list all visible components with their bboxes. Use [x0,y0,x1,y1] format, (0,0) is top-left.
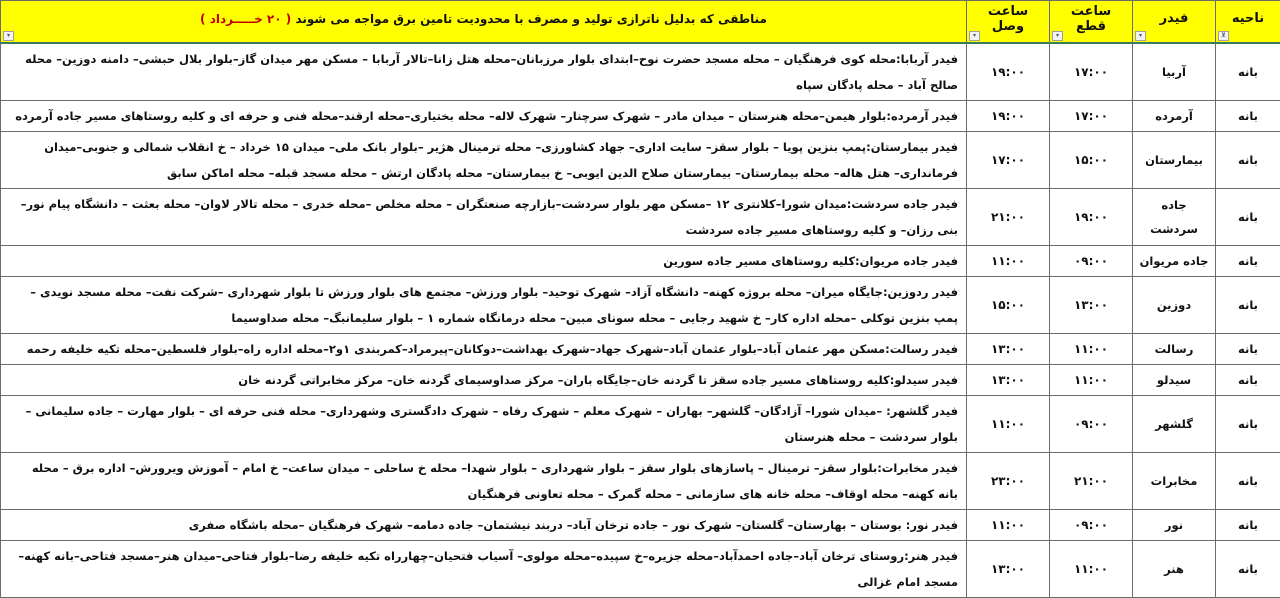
cell-connect-time[interactable]: ۱۵:۰۰ [967,277,1050,334]
cell-feeder[interactable]: هنر [1133,541,1216,598]
cell-region[interactable]: بانه [1216,101,1280,132]
header-row [1,1,1280,44]
cell-region[interactable]: بانه [1216,189,1280,246]
cell-cut-time[interactable]: ۱۷:۰۰ [1050,43,1133,101]
table-row [1,334,1280,365]
table-row [1,541,1280,598]
cell-region[interactable]: بانه [1216,132,1280,189]
cell-cut-time[interactable]: ۰۹:۰۰ [1050,510,1133,541]
cell-connect-time[interactable]: ۱۹:۰۰ [967,43,1050,101]
cell-connect-time[interactable]: ۱۳:۰۰ [967,334,1050,365]
cell-feeder[interactable]: جاده سردشت [1133,189,1216,246]
table-row [1,43,1280,101]
cell-feeder[interactable]: سیدلو [1133,365,1216,396]
cell-cut-time[interactable]: ۱۳:۰۰ [1050,277,1133,334]
cell-areas[interactable]: فیدر رسالت:مسکن مهر عثمان آباد–بلوار عثمان آباد–شهرک جهاد–شهرک بهداشت–دوکانان–پیرمراد–کمربندی ۱و۲–محله اداره راه–بلوار فلسطین–محله تکیه خلیفه رحمه [1,334,967,365]
table-row [1,453,1280,510]
cell-cut-time[interactable]: ۲۱:۰۰ [1050,453,1133,510]
cell-region[interactable]: بانه [1216,246,1280,277]
sheet-title-date: ( ۲۰ خـــــرداد ) [200,12,291,26]
cell-areas[interactable]: فیدر آربابا:محله کوی فرهنگیان – محله مسجد حضرت نوح–ابتدای بلوار مرزبانان–محله هتل زانا–تالار آربابا – مسکن مهر میدان گاز–بلوار بلال حبشی– دامنه دوزین– محله صالح آباد – محله پادگان سپاه [1,43,967,101]
cell-connect-time[interactable]: ۲۳:۰۰ [967,453,1050,510]
cell-feeder[interactable]: بیمارستان [1133,132,1216,189]
cell-connect-time[interactable]: ۱۱:۰۰ [967,246,1050,277]
filter-dropdown-icon[interactable]: ▾ [1135,31,1146,41]
cell-areas[interactable]: فیدر گلشهر: –میدان شورا– آزادگان– گلشهر– بهاران – شهرک معلم – شهرک رفاه – شهرک دادگستری وشهرداری– محله فنی حرفه ای – بلوار مهارت – جاده سلیمانی – بلوار سردشت – محله هنرستان [1,396,967,453]
sheet-title: مناطقی که بدلیل ناترازی تولید و مصرف با محدودیت تامین برق مواجه می شوند [295,12,767,26]
cell-cut-time[interactable]: ۰۹:۰۰ [1050,396,1133,453]
filter-dropdown-icon[interactable]: ▾ [1052,31,1063,41]
cell-feeder[interactable]: آرمرده [1133,101,1216,132]
cell-cut-time[interactable]: ۱۱:۰۰ [1050,334,1133,365]
cell-connect-time[interactable]: ۱۳:۰۰ [967,365,1050,396]
filter-dropdown-icon[interactable]: ▾ [3,31,14,41]
column-header-feeder[interactable] [1133,1,1216,44]
cell-region[interactable]: بانه [1216,365,1280,396]
cell-feeder[interactable]: جاده مریوان [1133,246,1216,277]
cell-areas[interactable]: فیدر نور: بوستان – بهارستان– گلستان– شهرک نور – جاده ترخان آباد– دربند نیشتمان– جاده دمامه– شهرک فرهنگیان –محله باشگاه صفری [1,510,967,541]
cell-feeder[interactable]: آربیا [1133,43,1216,101]
cell-region[interactable]: بانه [1216,396,1280,453]
cell-areas[interactable]: فیدر آرمرده:بلوار هیمن–محله هنرستان – میدان مادر – شهرک سرچنار– شهرک لاله– محله بختیاری–محله ارقند–محله فنی و حرفه ای و کلیه روستاهای مسیر جاده آرمرده [1,101,967,132]
table-row [1,189,1280,246]
cell-areas[interactable]: فیدر هنر:روستای ترخان آباد–جاده احمدآباد–محله جزیره–خ سپیده–محله مولوی– آسیاب فتحیان–چهارراه تکیه خلیفه رضا–بلوار فتاحی–میدان هنر–مسجد فتاحی–بانه کهنه–مسجد امام غزالی [1,541,967,598]
column-header-title[interactable] [1,1,967,44]
table-row [1,132,1280,189]
cell-feeder[interactable]: مخابرات [1133,453,1216,510]
cell-feeder[interactable]: رسالت [1133,334,1216,365]
cell-cut-time[interactable]: ۱۱:۰۰ [1050,541,1133,598]
column-header-connect-time-label: ساعت وصل [988,4,1028,34]
cell-region[interactable]: بانه [1216,453,1280,510]
cell-connect-time[interactable]: ۱۹:۰۰ [967,101,1050,132]
table-row [1,365,1280,396]
cell-feeder[interactable]: گلشهر [1133,396,1216,453]
table-row [1,277,1280,334]
cell-connect-time[interactable]: ۲۱:۰۰ [967,189,1050,246]
table-row [1,101,1280,132]
table-row [1,396,1280,453]
cell-areas[interactable]: فیدر سیدلو:کلیه روستاهای مسیر جاده سقز تا گردنه خان–جایگاه باران– مرکز صداوسیمای گردنه خان– مرکز مخابراتی گردنه خان [1,365,967,396]
cell-connect-time[interactable]: ۱۳:۰۰ [967,541,1050,598]
table-row [1,246,1280,277]
column-header-region-label: ناحیه [1232,11,1264,26]
filter-dropdown-icon[interactable]: ▾ [969,31,980,41]
cell-connect-time[interactable]: ۱۷:۰۰ [967,132,1050,189]
table-row [1,510,1280,541]
cell-region[interactable]: بانه [1216,541,1280,598]
cell-feeder[interactable]: دوزین [1133,277,1216,334]
column-header-cut-time[interactable] [1050,1,1133,44]
cell-areas[interactable]: فیدر مخابرات:بلوار سقز– ترمینال – پاسازهای بلوار سقز – بلوار شهرداری – بلوار شهدا– محله خ ساحلی – میدان ساعت– خ امام – آموزش ویرورش– اداره برق – محله بانه کهنه– محله اوقاف– محله خانه های سازمانی – محله گمرک – محله تعاونی فرهنگیان [1,453,967,510]
column-header-connect-time[interactable] [967,1,1050,44]
cell-feeder[interactable]: نور [1133,510,1216,541]
cell-cut-time[interactable]: ۱۹:۰۰ [1050,189,1133,246]
cell-areas[interactable]: فیدر جاده مریوان:کلیه روستاهای مسیر جاده سورین [1,246,967,277]
column-header-cut-time-label: ساعت قطع [1071,4,1111,34]
column-header-region[interactable] [1216,1,1280,44]
cell-connect-time[interactable]: ۱۱:۰۰ [967,510,1050,541]
cell-cut-time[interactable]: ۱۱:۰۰ [1050,365,1133,396]
filter-active-icon[interactable]: ⊻ [1218,31,1229,41]
cell-areas[interactable]: فیدر جاده سردشت:میدان شورا–کلانتری ۱۲ –مسکن مهر بلوار سردشت–بازارچه صنعتگران – محله مخلص –محله خدری – محله تالار لاوان– محله بعثت – دانشگاه پیام نور–بنی رزان– و کلیه روستاهای مسیر جاده سردشت [1,189,967,246]
cell-cut-time[interactable]: ۱۷:۰۰ [1050,101,1133,132]
cell-connect-time[interactable]: ۱۱:۰۰ [967,396,1050,453]
column-header-feeder-label: فیدر [1160,11,1189,26]
cell-areas[interactable]: فیدر ردوزین:جایگاه میران– محله بروژه کهنه– دانشگاه آزاد– شهرک توحید– بلوار ورزش– مجتمع های بلوار ورزش تا بلوار شهرداری –شرکت نفت– محله مسجد نویدی – پمپ بنزین توکلی –محله اداره کار– خ شهید رجایی – محله سونای مبین– محله درمانگاه شماره ۱ – بلوار سلیمانبگ– محله صداوسیما [1,277,967,334]
cell-cut-time[interactable]: ۰۹:۰۰ [1050,246,1133,277]
cell-region[interactable]: بانه [1216,334,1280,365]
cell-region[interactable]: بانه [1216,43,1280,101]
cell-areas[interactable]: فیدر بیمارستان:پمپ بنزین پویا – بلوار سقز– سایت اداری– جهاد کشاورزی– محله ترمینال هژیر –بلوار بانک ملی– میدان ۱۵ خرداد – خ انقلاب شمالی و جنوبی–میدان فرمانداری– هتل هاله– محله بیمارستان– بیمارستان صلاح الدین ایوبی– خ بیمارستان– محله پادگان ارتش – محله مسجد قبله– محله اماکن سابق [1,132,967,189]
cell-cut-time[interactable]: ۱۵:۰۰ [1050,132,1133,189]
cell-region[interactable]: بانه [1216,510,1280,541]
cell-region[interactable]: بانه [1216,277,1280,334]
